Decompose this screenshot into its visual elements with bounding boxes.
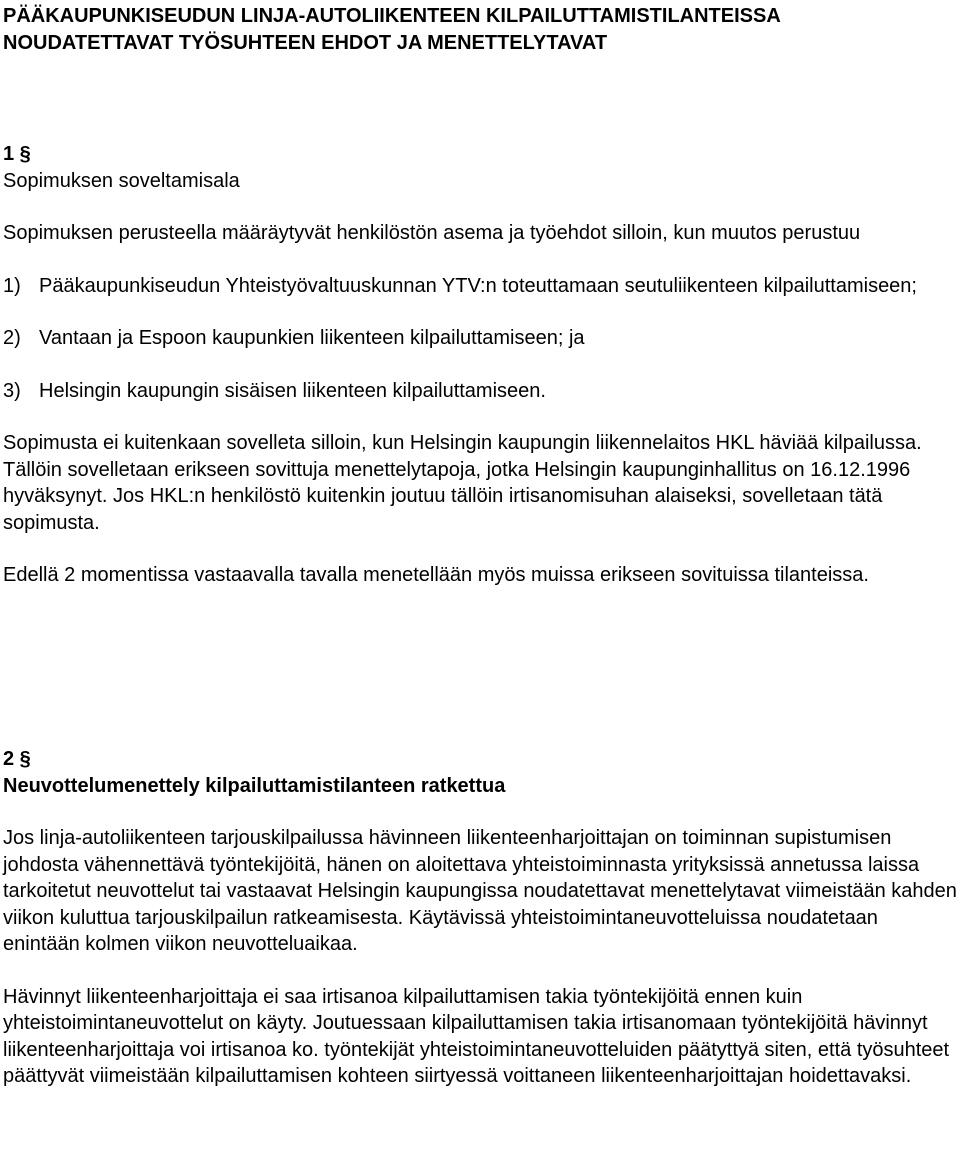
section-1-heading: Sopimuksen soveltamisala xyxy=(3,169,240,192)
list-item-1 xyxy=(3,273,958,300)
document-title-line-2: NOUDATETTAVAT TYÖSUHTEEN EHDOT JA MENETTELYTAVAT xyxy=(3,31,608,54)
section-2-number: 2 § xyxy=(3,748,31,770)
section-1-number: 1 § xyxy=(3,143,31,165)
section-1-paragraph-3: Edellä 2 momentissa vastaavalla tavalla menetellään myös muissa erikseen sovituissa tilanteissa. xyxy=(3,564,869,586)
list-item-text: Vantaan ja Espoon kaupunkien liikenteen kilpailuttamiseen; ja xyxy=(39,327,585,349)
list-item-number: 2) xyxy=(3,327,21,349)
list-item-number: 1) xyxy=(3,274,21,297)
section-1 xyxy=(3,141,958,589)
list-item-number: 3) xyxy=(3,379,21,402)
list-item-text: Helsingin kaupungin sisäisen liikenteen kilpailuttamiseen. xyxy=(39,379,546,402)
list-item-2 xyxy=(3,325,958,352)
list-item-3 xyxy=(3,378,958,405)
list-item-text: Pääkaupunkiseudun Yhteistyövaltuuskunnan YTV:n toteuttamaan seutuliikenteen kilpailuttamiseen; xyxy=(39,274,917,297)
document-page xyxy=(3,0,958,1087)
section-2 xyxy=(3,746,958,1090)
section-2-heading: Neuvottelumenettely kilpailuttamistilanteen ratkettua xyxy=(3,774,506,797)
document-title-line-1: PÄÄKAUPUNKISEUDUN LINJA-AUTOLIIKENTEEN KILPAILUTTAMISTILANTEISSA xyxy=(3,5,781,27)
section-2-paragraph-2: Hävinnyt liikenteenharjoittaja ei saa irtisanoa kilpailuttamisen takia työntekijöitä ennen kuin yhteistoimintaneuvottelut on käyty. Joutuessaan kilpailuttamisen takia irtisanomaan työntekijöitä hävinnyt liikenteenharjoittaja voi irtisanoa ko. työntekijät yhteistoimintaneuvotteluiden päätyttyä siten, että työsuhteet päättyvät viimeistään kilpailuttamisen kohteen siirtyessä voittaneen liikenteenharjoittajan hoidettavaksi. xyxy=(3,985,950,1087)
section-1-intro: Sopimuksen perusteella määräytyvät henkilöstön asema ja työehdot silloin, kun muutos perustuu xyxy=(3,222,861,244)
section-2-paragraph-1: Jos linja-autoliikenteen tarjouskilpailussa hävinneen liikenteenharjoittajan on toiminnan supistumisen johdosta vähennettävä työntekijöitä, hänen on aloitettava yhteistoiminnasta yrityksissä annetussa laissa tarkoitetut neuvottelut tai vastaavat Helsingin kaupungissa noudatettavat menettelytavat viimeistään kahden viikon kuluttua tarjouskilpailun ratkeamisesta. Käytävissä yhteistoimintaneuvotteluissa noudatetaan enintään kolmen viikon neuvotteluaikaa. xyxy=(3,827,957,955)
document-title xyxy=(3,3,958,56)
section-1-paragraph-2: Sopimusta ei kuitenkaan sovelleta silloin, kun Helsingin kaupungin liikennelaitos HKL häviää kilpailussa. Tällöin sovelletaan erikseen sovittuja menettelytapoja, jotka Helsingin kaupunginhallitus on 16.12.1996 hyväksynyt. Jos HKL:n henkilöstö kuitenkin joutuu tällöin irtisanomisuhan alaiseksi, sovelletaan tätä sopimusta. xyxy=(3,432,922,534)
